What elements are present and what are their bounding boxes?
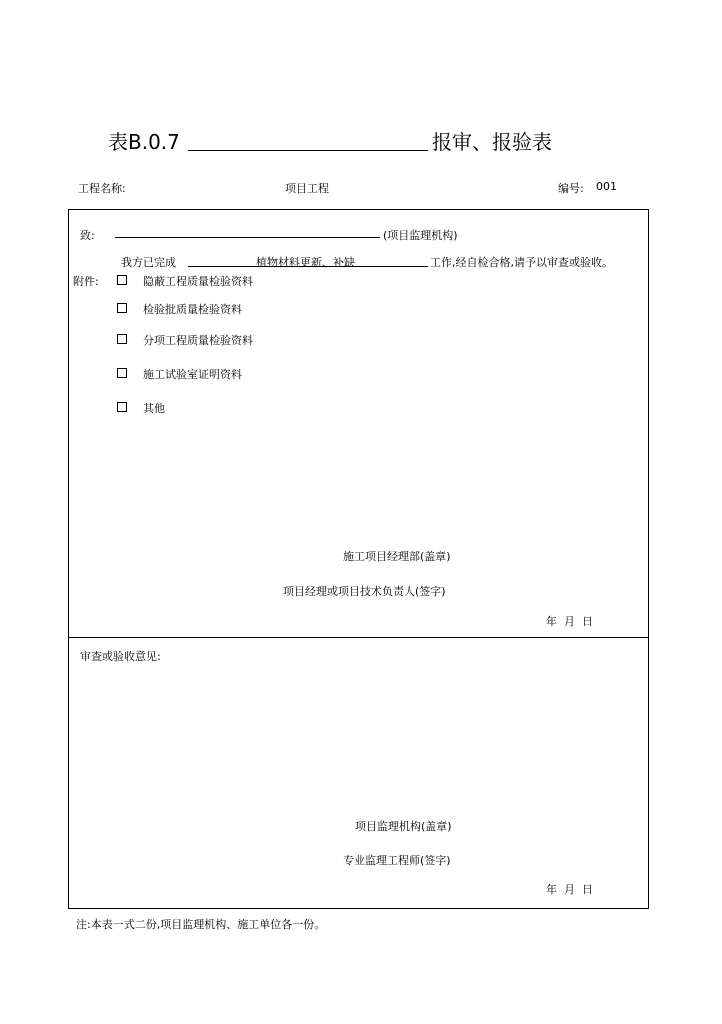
project-manager-signature: 项目经理或项目技术负责人(签字) xyxy=(283,585,446,598)
attachments-label: 附件: xyxy=(73,275,99,288)
form-code: 表B.0.7 xyxy=(108,130,180,154)
project-name-label: 工程名称: xyxy=(78,182,126,195)
addressee-label: 致: xyxy=(80,229,95,242)
completed-prefix: 我方已完成 xyxy=(121,256,176,269)
supervisor-org-seal: 项目监理机构(盖章) xyxy=(355,820,452,833)
section-divider xyxy=(68,637,649,638)
completed-work-value[interactable]: 植物材料更新、补缺 xyxy=(256,256,355,269)
date-field: 年 月 日 xyxy=(546,883,593,896)
attachment-checkbox[interactable] xyxy=(117,402,127,412)
title-blank-line xyxy=(188,150,428,151)
project-name-value: 项目工程 xyxy=(285,182,329,195)
addressee-blank-line[interactable] xyxy=(115,237,380,238)
supervising-engineer-signature: 专业监理工程师(签字) xyxy=(343,854,451,867)
completed-suffix: 工作,经自检合格,请予以审查或验收。 xyxy=(430,256,613,269)
attachment-label: 隐蔽工程质量检验资料 xyxy=(143,275,253,288)
attachment-label: 检验批质量检验资料 xyxy=(143,303,242,316)
form-number-value: 001 xyxy=(596,180,617,193)
construction-dept-seal: 施工项目经理部(盖章) xyxy=(343,550,451,563)
review-opinion-label: 审查或验收意见: xyxy=(80,650,161,663)
attachment-label: 分项工程质量检验资料 xyxy=(143,334,253,347)
footnote: 注:本表一式二份,项目监理机构、施工单位各一份。 xyxy=(76,918,326,931)
attachment-label: 其他 xyxy=(143,402,165,415)
date-field: 年 月 日 xyxy=(546,615,593,628)
form-number-label: 编号: xyxy=(558,182,584,195)
attachment-checkbox[interactable] xyxy=(117,275,127,285)
form-title: 报审、报验表 xyxy=(432,130,552,154)
attachment-checkbox[interactable] xyxy=(117,303,127,313)
attachment-label: 施工试验室证明资料 xyxy=(143,368,242,381)
attachment-checkbox[interactable] xyxy=(117,334,127,344)
attachment-checkbox[interactable] xyxy=(117,368,127,378)
addressee-suffix: (项目监理机构) xyxy=(383,229,458,242)
